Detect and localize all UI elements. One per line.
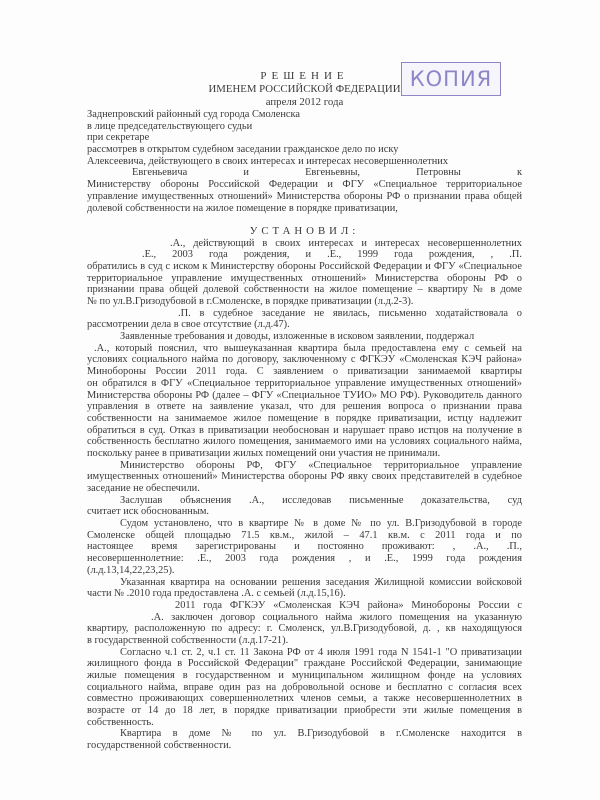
body-line: управления в ответе на заявление указал, что для решения вопроса о признании права: [87, 401, 522, 413]
body-line: имущественных отношений» Министерства обороны РФ явку своих представителей в судебное: [87, 471, 522, 483]
intro-line: Евгеньевича и Евгеньевны, Петровны к: [132, 167, 522, 179]
body-line: обратиться в суд. Отказ в приватизации необоснован и нарушает право истцов на получение в: [87, 424, 522, 436]
body-line: возрасте от 14 до 18 лет, в порядке приватизации приобрести эти жилые помещения в: [87, 705, 522, 717]
body-line: части № .2010 года предоставлена .А. с семьей (л.д.15,16).: [87, 588, 346, 600]
body-line: Заявленные требования и доводы, изложенные в исковом заявлении, поддержал: [120, 331, 475, 343]
body-line: совместно проживающих совершеннолетних членов семьи, а также несовершеннолетних в: [87, 693, 522, 705]
intro-line: при секретаре: [87, 132, 150, 144]
body-line: признании права общей долевой собственности на жилое помещение – квартиру № в доме: [87, 284, 522, 296]
document-subtitle: ИМЕНЕМ РОССИЙСКОЙ ФЕДЕРАЦИИ: [208, 83, 401, 95]
intro-line: рассмотрев в открытом судебном заседании гражданское дело по иску: [87, 144, 399, 156]
body-line: жилые помещения в государственном и муниципальном жилищном фонде на условиях: [87, 670, 522, 681]
body-line: в государственной собственности (л.д.17-21).: [87, 634, 289, 646]
body-line: территориальное управление имущественных отношений» Министерства обороны РФ о: [87, 272, 522, 284]
intro-line: управление имущественных отношений» Министерства обороны РФ о признании права общей: [87, 190, 522, 202]
body-line: .А., действующий в своих интересах и интересах несовершеннолетних: [170, 237, 522, 249]
body-line: считает иск обоснованным.: [87, 506, 209, 518]
document-date: апреля 2012 года: [265, 96, 344, 108]
body-line: собственность бесплатно жилого помещения, занимаемого ими на условиях социального найма,: [87, 436, 522, 448]
body-line: государственной собственности.: [87, 740, 232, 752]
body-line: Минобороны России 2011 года. С заявлением о приватизации занимаемой квартиры: [87, 366, 522, 378]
body-line: Заслушав объяснения .А., исследовав письменные доказательства, суд: [120, 494, 522, 506]
intro-block: [87, 109, 522, 214]
body-line: обратились в суд с иском к Министерству обороны Российской Федерации и ФГУ «Специальное: [87, 260, 522, 272]
document-title: РЕШЕНИЕ: [260, 70, 349, 82]
body-line: квартиру, расположенную по адресу: г. Смоленск, ул.В.Гризодубовой, д. , кв находящуюся: [87, 623, 522, 635]
body-line: Квартира в доме № по ул. В.Гризодубовой в г.Смоленске находится в: [120, 728, 522, 740]
body-line: несовершеннолетние: .Е., 2003 года рождения , и .Е., 1999 года рождения: [87, 553, 522, 565]
body-line: условиях социального найма по договору, заключенному с ФГКЭУ «Смоленская КЭЧ района»: [87, 354, 522, 366]
body-line: .П. в судебное заседание не явилась, письменно ходатайствовала о: [178, 307, 522, 319]
body-line: 2011 года ФГКЭУ «Смоленская КЭЧ района» Минобороны России с: [175, 599, 522, 611]
body-line: заседание не обеспечили.: [87, 483, 200, 494]
body-line: настоящее время зарегистрированы и постоянно проживают: , .А., .П.,: [87, 541, 522, 553]
body-line: Министерство обороны РФ, ФГУ «Специальное территориальное управление: [120, 459, 522, 471]
copy-stamp: КОПИЯ: [401, 62, 501, 96]
body-line: Смоленске общей площадью 71.5 кв.м., жилой – 47.1 кв.м. с 2011 года и по: [87, 529, 522, 541]
body-line: .Е., 2003 года рождения, и .Е., 1999 года рождения, , .П.: [142, 249, 522, 261]
body-line: .А., который пояснил, что вышеуказанная квартира была предоставлена ему с семьей на: [94, 342, 522, 354]
body-line: (л.д.13,14,22,23,25).: [87, 564, 175, 576]
body-line: Согласно ч.1 ст. 2, ч.1 ст. 11 Закона РФ от 4 июля 1991 года N 1541-1 "О приватизации: [120, 646, 522, 658]
body-line: социального найма, вправе один раз на добровольной основе и бесплатно с согласия всех: [87, 681, 522, 693]
body-line: собственности на занимаемое жилое помещение в порядке приватизации, истцу надлежит: [87, 412, 522, 424]
body-line: поскольку ранее в приватизации жилых помещений они участия не принимали.: [87, 447, 441, 459]
body-line: Указанная квартира на основании решения заседания Жилищной комиссии войсковой: [120, 576, 522, 588]
body-line: № по ул.В.Гризодубовой в г.Смоленске, в порядке приватизации (л.д.2-3).: [87, 296, 414, 307]
intro-line: Министерству обороны Российской Федерации и ФГУ «Специальное территориальное: [87, 179, 522, 191]
body-line: собственность.: [87, 716, 154, 728]
intro-line: в лице председательствующего судьи: [87, 120, 253, 132]
intro-line: Алексеевича, действующего в своих интересах и интересах несовершеннолетних: [87, 155, 449, 167]
court-decision-page: [87, 70, 522, 752]
section-heading: УСТАНОВИЛ:: [249, 224, 360, 237]
body-line: он обратился в ФГУ «Специальное территориальное управление имущественных отношений»: [87, 377, 522, 389]
body-line: Министерства обороны РФ (далее – ФГУ «Специальное ТУИО» МО РФ). Руководитель данного: [87, 389, 522, 401]
body-block: [87, 238, 522, 752]
body-line: Судом установлено, что в квартире № в доме № по ул. В.Гризодубовой в городе: [120, 518, 522, 530]
intro-line: Заднепровский районный суд города Смоленска: [87, 109, 300, 120]
body-line: .А. заключен договор социального найма жилого помещения на указанную: [151, 611, 522, 623]
intro-line: долевой собственности на жилое помещение в порядке приватизации,: [87, 202, 398, 214]
body-line: рассмотрении дела в свое отсутствие (л.д.47).: [87, 319, 290, 331]
body-line: жилищного фонда в Российской Федерации" граждане Российской Федерации, занимающие: [87, 658, 522, 670]
